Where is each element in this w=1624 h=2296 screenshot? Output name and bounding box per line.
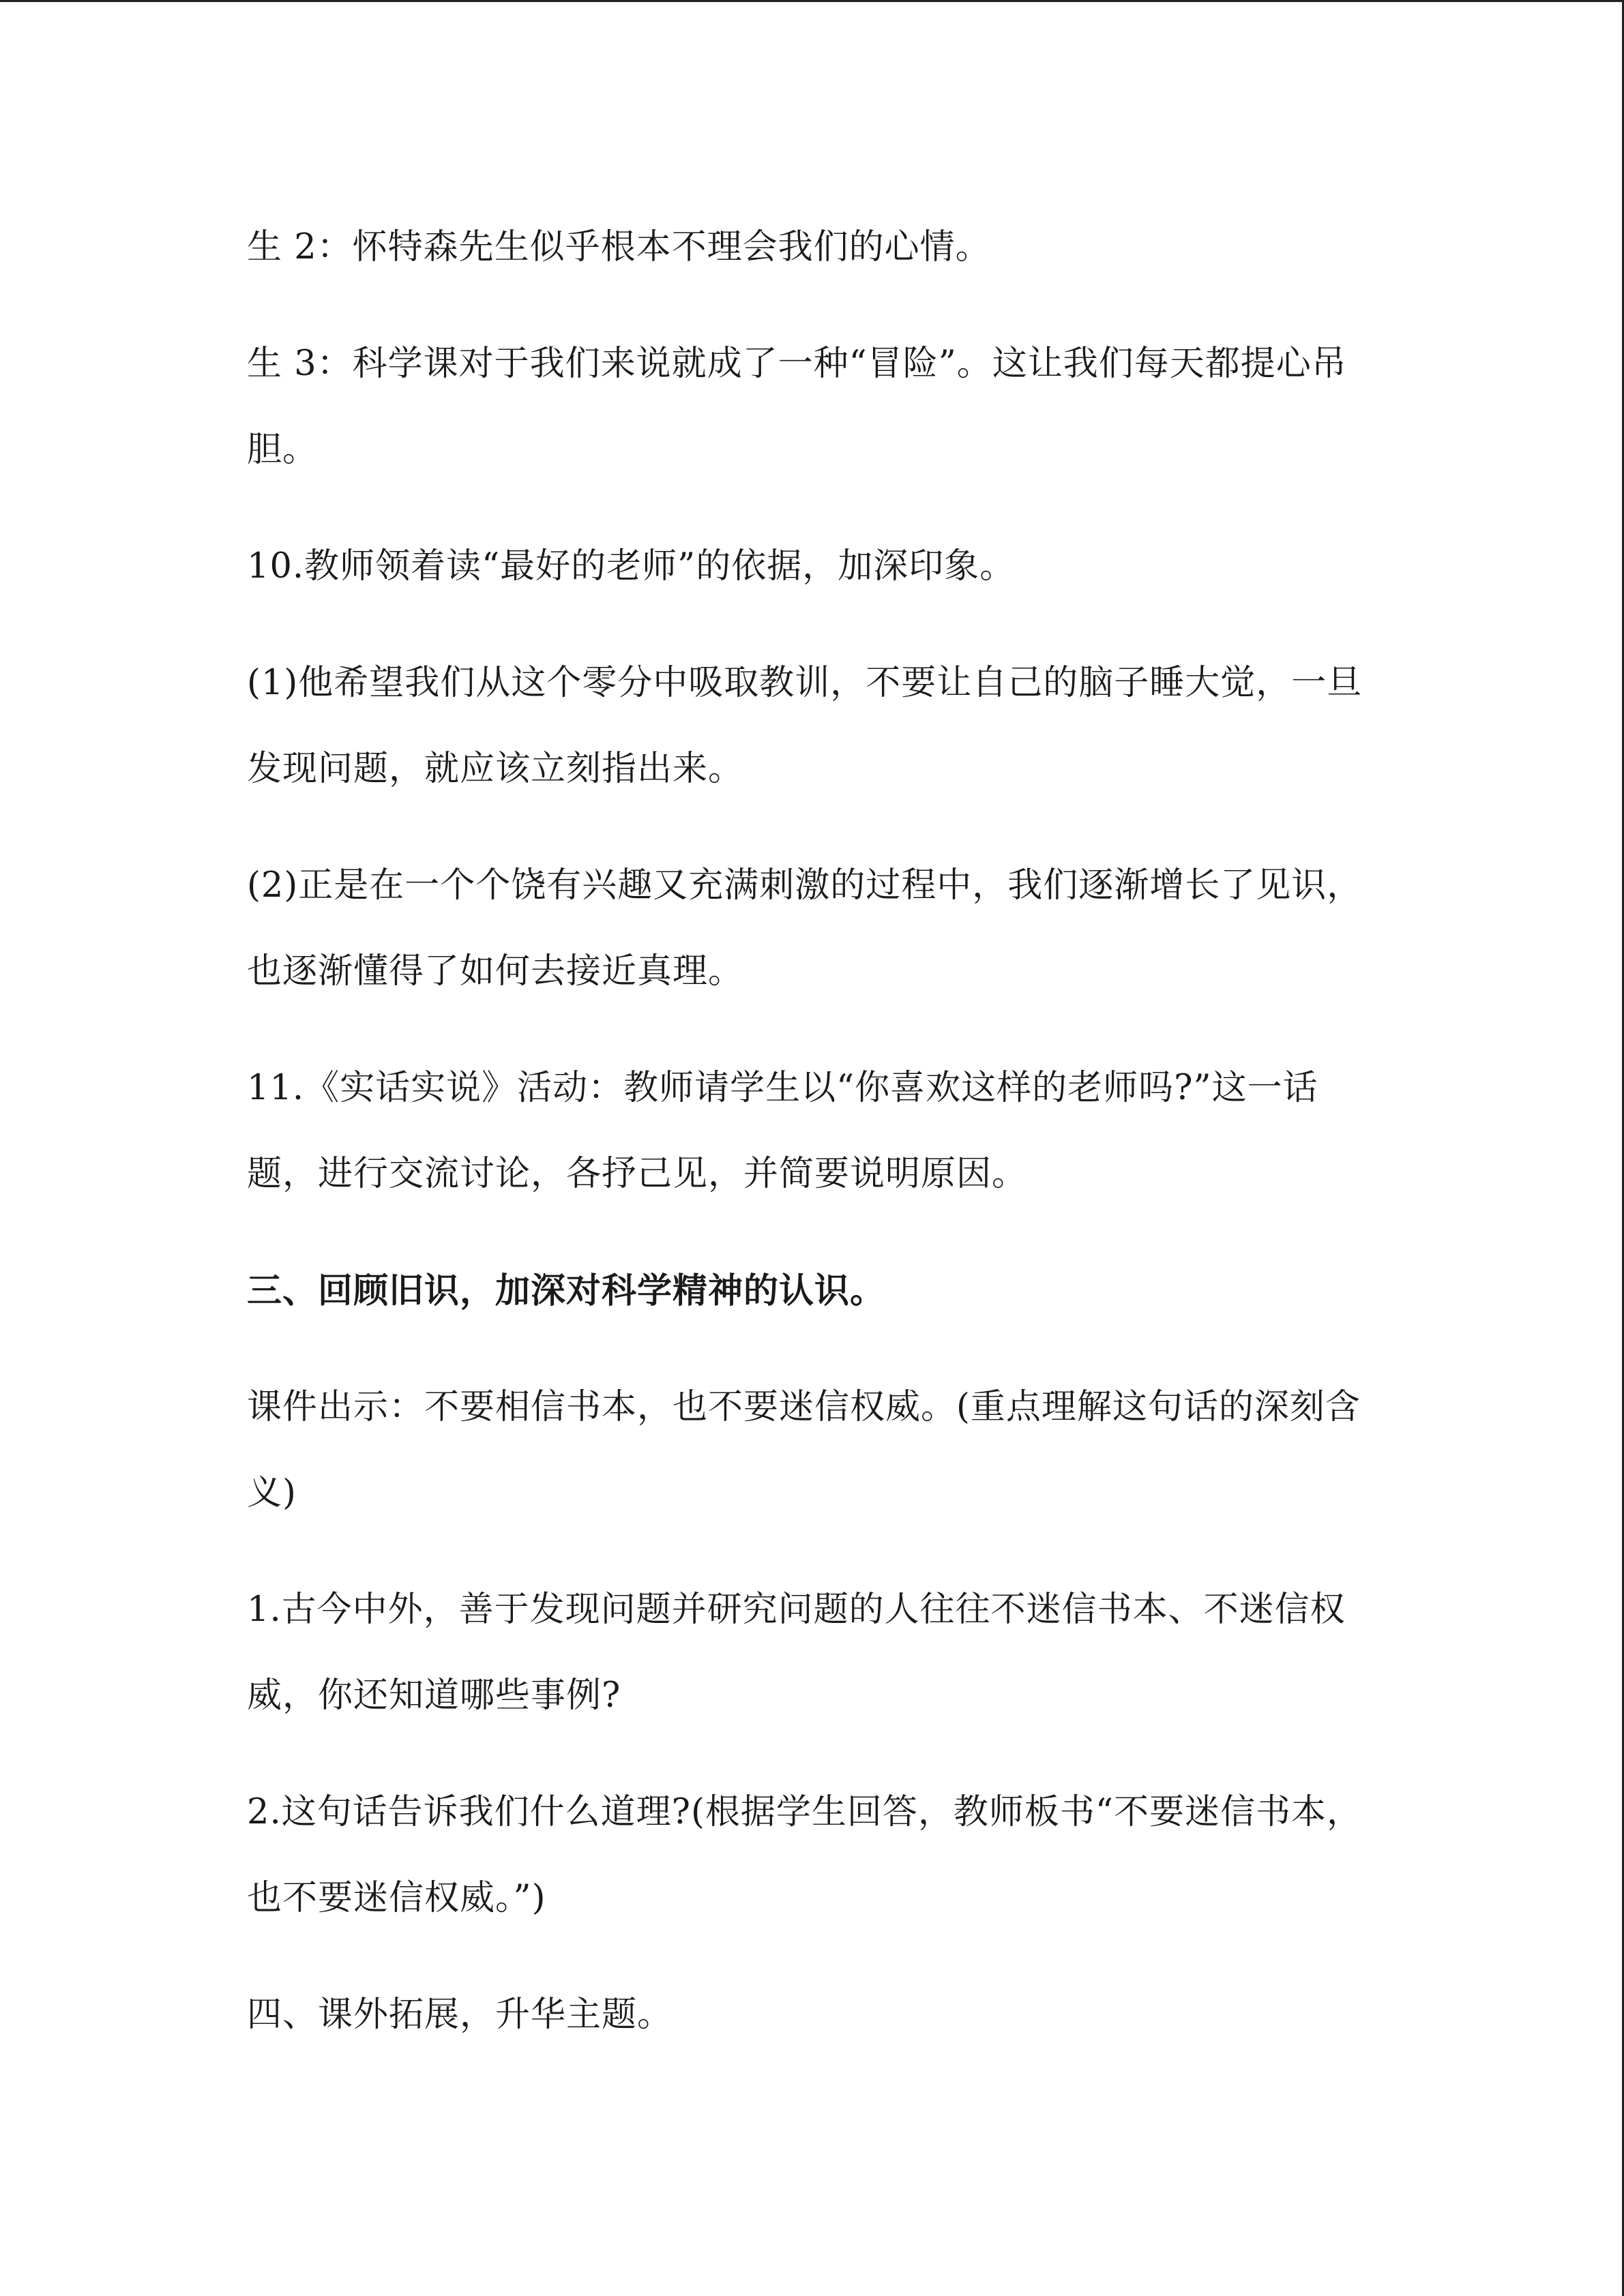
paragraph-courseware: 课件出示：不要相信书本，也不要迷信权威。(重点理解这句话的深刻含义) <box>247 1387 1361 1513</box>
page-top-border <box>0 0 1624 2</box>
paragraph-item-10: 10.教师领着读“最好的老师”的依据，加深印象。 <box>247 546 1016 586</box>
paragraph-question-1: 1.古今中外，善于发现问题并研究问题的人往往不迷信书本、不迷信权威，你还知道哪些事例? <box>247 1590 1346 1716</box>
paragraph-quote-2: (2)正是在一个个饶有兴趣又充满刺激的过程中，我们逐渐增长了见识，也逐渐懂得了如何去接近真理。 <box>247 865 1363 992</box>
paragraph-student-2: 生 2：怀特森先生似乎根本不理会我们的心情。 <box>247 227 991 267</box>
section-heading-4: 四、课外拓展，升华主题。 <box>247 1995 673 2035</box>
document-body <box>247 205 1379 2058</box>
paragraph-item-11: 11.《实话实说》活动：教师请学生以“你喜欢这样的老师吗?”这一话题，进行交流讨论，各抒己见，并简要说明原因。 <box>247 1068 1318 1194</box>
paragraph-quote-1: (1)他希望我们从这个零分中吸取教训，不要让自己的脑子睡大觉，一旦发现问题，就应该立刻指出来。 <box>247 663 1363 789</box>
paragraph-student-3: 生 3：科学课对于我们来说就成了一种“冒险”。这让我们每天都提心吊胆。 <box>247 344 1347 470</box>
paragraph-question-2: 2.这句话告诉我们什么道理?(根据学生回答，教师板书“不要迷信书本，也不要迷信权威。”) <box>247 1792 1362 1918</box>
section-heading-3: 三、回顾旧识，加深对科学精神的认识。 <box>247 1270 886 1311</box>
